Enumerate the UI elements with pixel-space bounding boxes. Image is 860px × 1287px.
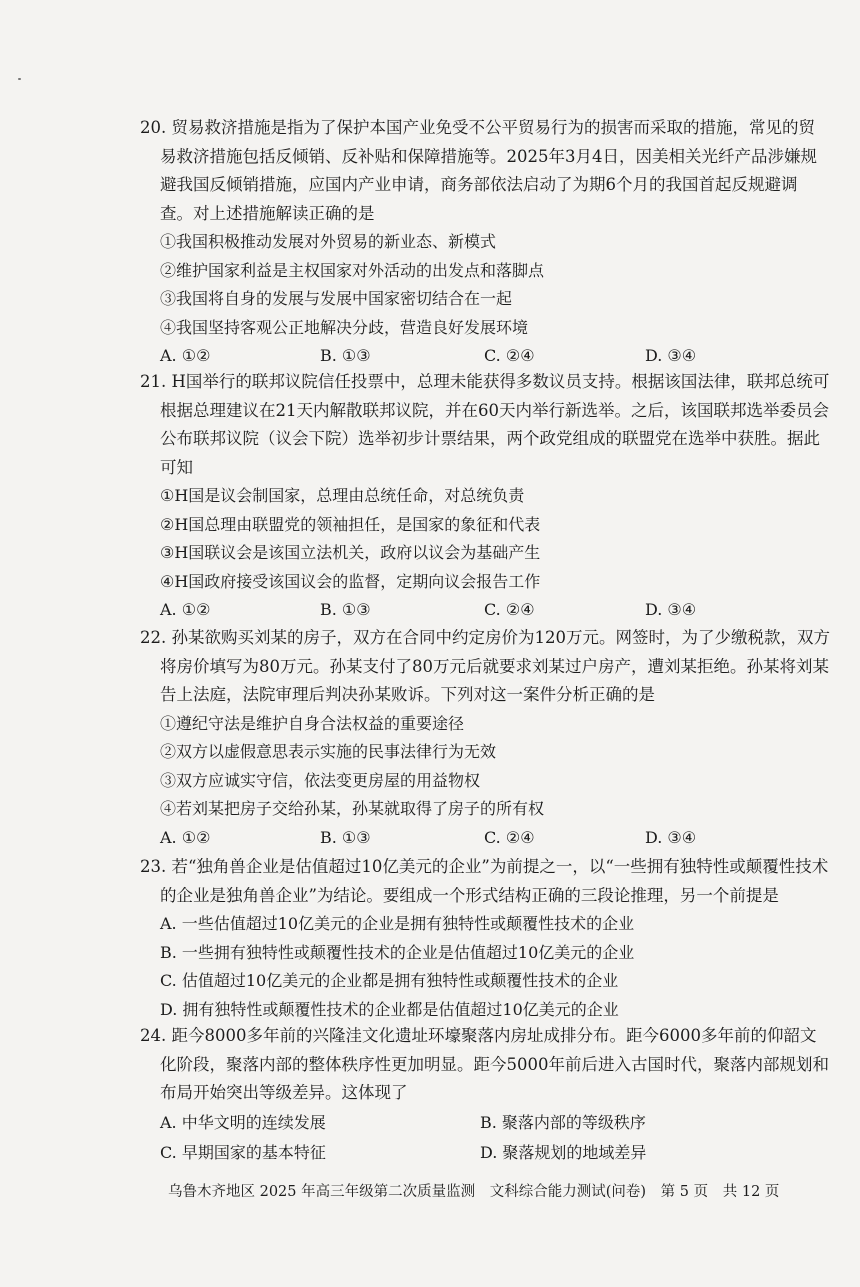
answer-choices	[140, 342, 830, 370]
choice-b: B. ①③	[320, 827, 371, 847]
statement-item: ①遵纪守法是维护自身合法权益的重要途径	[160, 713, 465, 733]
option-d: D. 聚落规划的地域差异	[480, 1142, 647, 1162]
statement-item: ③H国联议会是该国立法机关，政府以议会为基础产生	[160, 543, 541, 562]
page-footer	[168, 1180, 789, 1201]
exam-title: 乌鲁木齐地区 2025 年高三年级第二次质量监测	[168, 1184, 476, 1200]
option-d: D. 拥有独特性或颠覆性技术的企业都是估值超过10亿美元的企业	[160, 999, 619, 1019]
option-b: B. 一些拥有独特性或颠覆性技术的企业是估值超过10亿美元的企业	[160, 942, 635, 962]
choice-c: C. ②④	[484, 600, 535, 619]
statement-item: ②H国总理由联盟党的领袖担任，是国家的象征和代表	[160, 514, 541, 534]
choice-a: A. ①②	[160, 346, 211, 365]
statement-item: ①我国积极推动发展对外贸易的新业态、新模式	[160, 232, 497, 251]
choice-d: D. ③④	[645, 827, 697, 847]
choice-c: C. ②④	[484, 827, 535, 847]
question-22	[140, 624, 830, 852]
question-24	[140, 1022, 830, 1168]
subject-title: 文科综合能力测试(问卷)	[489, 1184, 647, 1200]
question-20	[140, 114, 830, 370]
statement-item: ④我国坚持客观公正地解决分歧，营造良好发展环境	[160, 317, 529, 337]
question-stem: 22. 孙某欲购买刘某的房子，双方在合同中约定房价为120万元。网签时，为了少缴税款，双方将房价填写为80万元。孙某支付了80万元后就要求刘某过户房产，遭刘某拒绝。孙某将刘某告上法庭，法院审理后判决孙某败诉。下列对这一案件分析正确的是	[140, 628, 830, 704]
question-23	[140, 853, 830, 1024]
choice-d: D. ③④	[645, 600, 697, 619]
option-row	[140, 1108, 830, 1138]
choice-b: B. ①③	[320, 600, 371, 619]
scan-speck	[18, 78, 21, 80]
choice-a: A. ①②	[160, 600, 211, 619]
answer-choices	[140, 596, 830, 624]
statement-item: ③我国将自身的发展与发展中国家密切结合在一起	[160, 289, 513, 308]
option-a: A. 中华文明的连续发展	[160, 1112, 326, 1132]
statement-item: ②维护国家利益是主权国家对外活动的出发点和落脚点	[160, 260, 545, 280]
statement-item: ④若刘某把房子交给孙某，孙某就取得了房子的所有权	[160, 799, 545, 818]
option-c: C. 早期国家的基本特征	[160, 1142, 326, 1162]
choice-c: C. ②④	[484, 346, 535, 365]
statement-item: ③双方应诚实守信，依法变更房屋的用益物权	[160, 770, 481, 790]
statement-item: ①H国是议会制国家，总理由总统任命，对总统负责	[160, 486, 525, 505]
option-row	[140, 1138, 830, 1168]
statement-item: ②双方以虚假意思表示实施的民事法律行为无效	[160, 742, 497, 761]
option-b: B. 聚落内部的等级秩序	[480, 1112, 646, 1132]
page-number: 第 5 页	[660, 1184, 709, 1200]
question-21	[140, 368, 830, 624]
question-stem: 21. H国举行的联邦议院信任投票中，总理未能获得多数议员支持。根据该国法律，联邦总统可根据总理建议在21天内解散联邦议院，并在60天内举行新选举。之后，该国联邦选举委员会公布联邦议院（议会下院）选举初步计票结果，两个政党组成的联盟党在选举中获胜。据此可知	[140, 372, 830, 477]
choice-a: A. ①②	[160, 827, 211, 847]
choice-b: B. ①③	[320, 346, 371, 365]
answer-choices	[140, 824, 830, 852]
question-stem: 23. 若“独角兽企业是估值超过10亿美元的企业”为前提之一，以“一些拥有独特性或颠覆性技术的企业是独角兽企业”为结论。要组成一个形式结构正确的三段论推理，另一个前提是	[140, 857, 829, 905]
page-total: 共 12 页	[722, 1184, 780, 1200]
question-stem: 20. 贸易救济措施是指为了保护本国产业免受不公平贸易行为的损害而采取的措施，常见的贸易救济措施包括反倾销、反补贴和保障措施等。2025年3月4日，因美相关光纤产品涉嫌规避我国反倾销措施，应国内产业申请，商务部依法启动了为期6个月的我国首起反规避调查。对上述措施解读正确的是	[140, 118, 817, 223]
choice-d: D. ③④	[645, 346, 697, 365]
option-a: A. 一些估值超过10亿美元的企业是拥有独特性或颠覆性技术的企业	[160, 914, 635, 933]
statement-item: ④H国政府接受该国议会的监督，定期向议会报告工作	[160, 571, 541, 591]
question-stem: 24. 距今8000多年前的兴隆洼文化遗址环壕聚落内房址成排分布。距今6000多年前的仰韶文化阶段，聚落内部的整体秩序性更加明显。距今5000年前后进入古国时代，聚落内部规划和布局开始突出等级差异。这体现了	[140, 1026, 829, 1102]
option-c: C. 估值超过10亿美元的企业都是拥有独特性或颠覆性技术的企业	[160, 971, 619, 990]
